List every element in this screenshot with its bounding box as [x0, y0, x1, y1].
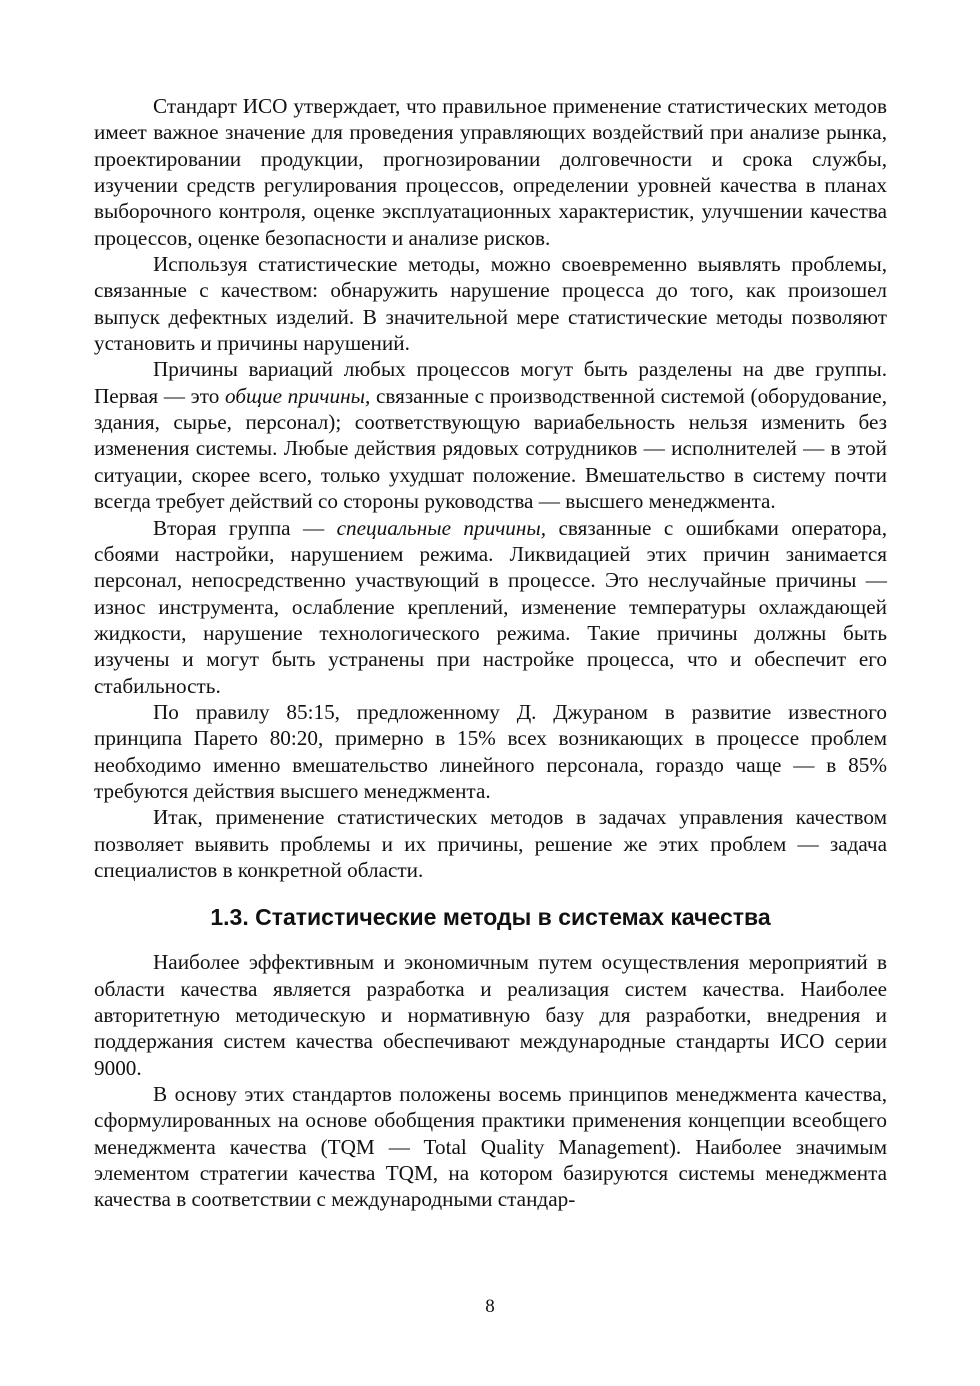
special-causes-rest: связанные с ошибками оператора, сбоями настройки, нарушением режима. Ликвидацией этих причин занимается персонал, непосредственно участвующий в процессе. Это неслучайные причины — износ инструмента, ослабление креплений, изменение температуры охлаждающей жидкости, нарушение технологического режима. Такие причины должны быть изучены и могут быть устранены при настройке процесса, что и обеспечит его стабильность.	[94, 515, 887, 698]
paragraph-juran-rule: По правилу 85:15, предложенному Д. Джураном в развитие известного принципа Парето 80:20, примерно в 15% всех возникающих в процессе проблем необходимо именно вмешательство линейного персонала, гораздо чаще — в 85% требуются действия высшего менеджмента.	[94, 699, 887, 803]
paragraph-common-causes	[94, 356, 887, 514]
paragraph-special-causes	[94, 515, 887, 699]
common-causes-lead: Причины вариаций любых процессов могут быть разделены на две группы. Первая — это	[94, 357, 887, 408]
paragraph-conclusion: Итак, применение статистических методов в задачах управления качеством позволяет выявить проблемы и их причины, решение же этих проблем — задача специалистов в конкретной области.	[94, 805, 887, 882]
page-body	[94, 93, 887, 1213]
paragraph-detect-problems: Используя статистические методы, можно своевременно выявлять проблемы, связанные с качеством: обнаружить нарушение процесса до того, как произошел выпуск дефектных изделий. В значительной мере статистические методы позволяют установить и причины нарушений.	[94, 252, 887, 356]
paragraph-iso-statistical-methods: Стандарт ИСО утверждает, что правильное применение статистических методов имеет важное значение для проведения управляющих воздействий при анализе рынка, проектировании продукции, прогнозировании долговечности и срока службы, изучении средств регулирования процессов, определении уровней качества в планах выборочного контроля, оценке эксплуатационных характеристик, улучшении качества процессов, оценке безопасности и анализе рисков.	[94, 94, 887, 250]
paragraph-quality-systems: Наиболее эффективным и экономичным путем осуществления мероприятий в области качества является разработка и реализация систем качества. Наиболее авторитетную методическую и нормативную базу для разработки, внедрения и поддержания систем качества обеспечивают международные стандарты ИСО серии 9000.	[94, 950, 887, 1080]
special-causes-lead: Вторая группа —	[153, 515, 337, 540]
page-number: 8	[485, 1296, 495, 1317]
common-causes-term: общие причины,	[225, 383, 371, 408]
common-causes-rest: связанные с производственной системой (оборудование, здания, сырье, персонал); соответствующую вариабельность нельзя изменить без изменения системы. Любые действия рядовых сотрудников — исполнителей — в этой ситуации, скорее всего, только ухудшат положение. Вмешательство в систему почти всегда требует действий со стороны руководства — высшего менеджмента.	[94, 383, 887, 514]
paragraph-tqm-principles: В основу этих стандартов положены восемь принципов менеджмента качества, сформулированных на основе обобщения практики применения концепции всеобщего менеджмента качества (TQM — Total Quality Management). Наиболее значимым элементом стратегии качества TQM, на котором базируются системы менеджмента качества в соответствии с международными стандар-	[94, 1082, 887, 1212]
special-causes-term: специальные причины,	[336, 515, 547, 540]
section-heading: 1.3. Статистические методы в системах качества	[210, 904, 771, 931]
